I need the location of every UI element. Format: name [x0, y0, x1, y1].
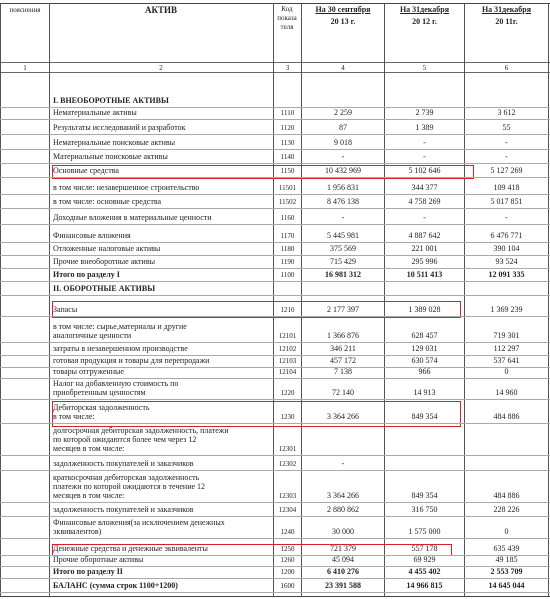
row-value-2013: - [341, 459, 345, 468]
row-value-2013: 30 000 [332, 527, 354, 536]
row-value-2011: - [505, 138, 508, 147]
row-value-2012: 4 455 402 [408, 567, 441, 576]
row-value-2011: 93 524 [495, 257, 518, 266]
row-divider [0, 194, 550, 195]
row-value-2013: 45 094 [332, 555, 354, 564]
row-code: 12302 [278, 460, 297, 468]
row-divider [0, 342, 550, 343]
row-value-2011: 112 297 [493, 344, 520, 353]
row-label: долгосрочная дебиторская задолженность, платежи [53, 426, 229, 435]
row-value-2013: 721 379 [330, 544, 356, 553]
header-notes: пояснения [9, 6, 41, 14]
row-value-2012: 630 574 [411, 356, 438, 365]
row-value-2011: - [505, 152, 508, 161]
row-value-2012: 1 389 [415, 123, 434, 132]
row-value-2013: 1 956 831 [327, 183, 359, 192]
row-label: Прочие внеоборотные активы [53, 257, 155, 266]
row-label: товары отгруженные [53, 367, 124, 376]
row-label: аналогичные ценности [53, 331, 132, 340]
row-value-2011: 55 [502, 123, 511, 132]
row-value-2013: 5 445 981 [327, 231, 359, 240]
row-divider [0, 149, 550, 150]
row-value-2013: 3 364 266 [327, 412, 359, 421]
row-label: I. ВНЕОБОРОТНЫЕ АКТИВЫ [53, 96, 169, 105]
row-divider [0, 470, 550, 471]
row-code: 1120 [280, 124, 295, 132]
row-code: 1210 [280, 306, 295, 314]
row-label: Финансовые вложения [53, 231, 131, 240]
row-value-2012: - [423, 213, 426, 222]
row-value-2013: 457 172 [330, 356, 356, 365]
row-value-2012: - [423, 152, 426, 161]
row-value-2011: 1 369 239 [490, 305, 523, 314]
row-value-2011: 484 886 [493, 491, 520, 500]
row-divider [0, 538, 550, 539]
row-code: 12101 [278, 332, 297, 340]
row-label: Нематериальные поисковые активы [53, 138, 176, 147]
row-value-2013: 715 429 [330, 257, 356, 266]
row-value-2011: 228 226 [493, 505, 520, 514]
row-value-2012: 2 739 [415, 108, 434, 117]
row-value-2011: 719 301 [493, 331, 520, 340]
col-number: 6 [504, 64, 509, 72]
row-value-2013: 6 410 276 [327, 567, 359, 576]
row-value-2013: 375 569 [330, 244, 356, 253]
row-divider [0, 423, 550, 424]
row-value-2012: 4 887 642 [408, 231, 441, 240]
row-value-2012: 344 377 [411, 183, 438, 192]
row-value-2012: 1 575 000 [408, 527, 441, 536]
col-number: 3 [285, 64, 290, 72]
row-divider [0, 399, 550, 400]
row-code: 1200 [280, 568, 295, 576]
row-code: 1230 [280, 413, 295, 421]
row-divider [0, 592, 550, 593]
row-label: в том числе: сырье,материалы и другие [53, 322, 187, 331]
row-label: в том числе: основные средства [53, 197, 162, 206]
row-value-2012: 221 001 [411, 244, 438, 253]
row-label: Основные средства [53, 166, 119, 175]
row-divider [0, 502, 550, 503]
row-code: 1150 [280, 167, 295, 175]
row-value-2012: 628 457 [411, 331, 438, 340]
row-label: Запасы [53, 305, 78, 314]
row-code: 1130 [280, 139, 295, 147]
row-divider [0, 578, 550, 579]
row-value-2011: 109 418 [493, 183, 520, 192]
row-value-2011: 0 [504, 527, 509, 536]
top-border [0, 3, 550, 4]
row-divider [0, 516, 550, 517]
row-code: 1160 [280, 214, 295, 222]
row-value-2011: 537 641 [493, 356, 520, 365]
row-label: Отложенные налоговые активы [53, 244, 161, 253]
row-value-2012: - [423, 138, 426, 147]
row-divider [0, 163, 550, 164]
row-value-2012: 14 913 [413, 388, 436, 397]
row-label: Результаты исследований и разработок [53, 123, 186, 132]
row-code: 12301 [278, 445, 297, 453]
row-value-2013: 72 140 [332, 388, 354, 397]
row-label: готовая продукция и товары для перепродажи [53, 356, 210, 365]
row-code: 11501 [278, 184, 297, 192]
row-label: Нематериальные активы [53, 108, 137, 117]
row-value-2012: 849 354 [411, 412, 438, 421]
row-label: затраты в незавершенном производстве [53, 344, 188, 353]
row-value-2013: 8 476 138 [327, 197, 359, 206]
row-label: Итого по разделу I [53, 270, 120, 279]
row-value-2013: 2 259 [334, 108, 352, 117]
row-label: в том числе: [53, 412, 95, 421]
row-code: 1100 [280, 271, 295, 279]
row-label: задолженность покупателей и заказчиков [53, 505, 194, 514]
row-divider [0, 281, 550, 282]
row-value-2013: 16 981 312 [325, 270, 361, 279]
row-value-2011: 2 553 709 [490, 567, 523, 576]
row-label: в том числе: незавершенное строительство [53, 183, 200, 192]
row-divider [0, 134, 550, 135]
row-value-2012: 295 996 [411, 257, 438, 266]
col-number: 2 [159, 64, 163, 72]
row-code: 12304 [278, 506, 297, 514]
row-divider [0, 316, 550, 317]
row-value-2013: 2 177 397 [327, 305, 359, 314]
row-value-2012: 5 102 646 [408, 166, 441, 175]
row-divider [0, 455, 550, 456]
row-value-2013: 23 391 588 [325, 581, 361, 590]
row-label: эквивалентов) [53, 527, 102, 536]
row-code: 12303 [278, 492, 297, 500]
row-code: 11502 [278, 198, 297, 206]
row-divider [0, 295, 550, 296]
row-label: задолженность покупателей и заказчиков [53, 459, 194, 468]
row-value-2011: 484 886 [493, 412, 520, 421]
row-value-2011: 0 [504, 367, 509, 376]
col-border [49, 3, 50, 597]
row-value-2013: 2 880 862 [327, 505, 359, 514]
row-value-2011: 635 439 [493, 544, 520, 553]
row-label: Прочие оборотные активы [53, 555, 144, 564]
row-label: Доходные вложения в материальные ценности [53, 213, 212, 222]
header-code: Код показа теля [277, 5, 297, 31]
row-code: 1240 [280, 528, 295, 536]
row-label: II. ОБОРОТНЫЕ АКТИВЫ [53, 284, 156, 293]
col-number: 5 [422, 64, 427, 72]
row-value-2013: 3 364 266 [327, 491, 359, 500]
row-divider [0, 268, 550, 269]
row-value-2012: 1 389 028 [408, 305, 441, 314]
row-code: 1170 [280, 232, 295, 240]
row-value-2013: 10 432 969 [325, 166, 361, 175]
header-year-2: 20 12 г. [412, 17, 437, 26]
row-value-2012: 849 354 [411, 491, 438, 500]
row-divider [0, 177, 550, 178]
row-value-2011: 6 476 771 [490, 231, 523, 240]
row-label: Итого по разделу II [53, 567, 123, 576]
col-border [548, 3, 549, 597]
row-code: 1250 [280, 545, 295, 553]
row-code: 1260 [280, 556, 295, 564]
row-label: краткосрочная дебиторская задолженность [53, 473, 200, 482]
row-code: 1180 [280, 245, 295, 253]
row-label: платежи по которой ожидаются в течение 12 [53, 482, 206, 491]
row-value-2011: 390 104 [493, 244, 520, 253]
row-value-2012: 14 966 815 [406, 581, 443, 590]
row-value-2012: 4 758 269 [408, 197, 441, 206]
row-label: месяцев в том числе: [53, 491, 125, 500]
row-label: месяцев в том числе: [53, 444, 125, 453]
row-code: 1190 [280, 258, 295, 266]
row-value-2013: 346 211 [330, 344, 356, 353]
row-label: БАЛАНС (сумма строк 1100+1200) [53, 581, 178, 590]
row-value-2011: 14 645 044 [488, 581, 525, 590]
row-label: Налог на добавленную стоимость по [53, 379, 179, 388]
row-value-2012: 316 750 [411, 505, 438, 514]
row-divider [0, 119, 550, 120]
col-number: 1 [23, 64, 27, 72]
row-value-2011: 5 017 851 [490, 197, 523, 206]
col-number: 4 [341, 64, 345, 72]
row-value-2013: 9 018 [334, 138, 352, 147]
header-date-1: На 30 сентября [315, 5, 371, 14]
row-code: 12103 [278, 357, 297, 365]
row-value-2012: 69 929 [413, 555, 436, 564]
header-year-3: 20 11г. [495, 17, 518, 26]
col-border [0, 3, 1, 597]
row-value-2011: 49 185 [495, 555, 518, 564]
row-divider [0, 242, 550, 243]
row-value-2013: - [341, 152, 345, 161]
row-code: 1140 [280, 153, 295, 161]
row-divider [0, 208, 550, 209]
row-value-2012: 557 178 [411, 544, 438, 553]
row-value-2013: 1 366 876 [327, 331, 359, 340]
row-value-2013: 7 138 [334, 367, 352, 376]
row-label: Денежные средства и денежные эквиваленты [53, 544, 208, 553]
row-value-2011: - [505, 213, 508, 222]
row-value-2012: 129 031 [411, 344, 438, 353]
header-date-2: На 31декабря [399, 5, 450, 14]
row-value-2011: 12 091 335 [488, 270, 525, 279]
row-divider [0, 224, 550, 225]
row-divider [0, 255, 550, 256]
row-value-2011: 5 127 269 [490, 166, 523, 175]
row-code: 12102 [278, 345, 297, 353]
row-value-2013: 87 [339, 123, 347, 132]
row-value-2013: - [341, 213, 345, 222]
row-value-2011: 3 612 [497, 108, 516, 117]
row-code: 12104 [278, 368, 297, 376]
row-label: Материальные поисковые активы [53, 152, 168, 161]
row-code: 1600 [280, 582, 295, 590]
header-year-1: 20 13 г. [330, 17, 356, 26]
row-code: 1220 [280, 389, 295, 397]
row-label: по которой ожидаются более чем через 12 [53, 435, 197, 444]
row-value-2012: 10 511 413 [406, 270, 443, 279]
row-label: Дебиторская задолженность [53, 403, 150, 412]
header-date-3: На 31декабря [481, 5, 532, 14]
row-value-2012: 966 [418, 367, 431, 376]
row-code: 1110 [280, 109, 295, 117]
row-label: Финансовые вложения(за исключением денежных [53, 518, 225, 527]
header-assets: АКТИВ [144, 5, 178, 15]
row-value-2011: 14 960 [495, 388, 518, 397]
bottom-border [0, 596, 550, 597]
row-label: приобретенным ценностям [53, 388, 146, 397]
